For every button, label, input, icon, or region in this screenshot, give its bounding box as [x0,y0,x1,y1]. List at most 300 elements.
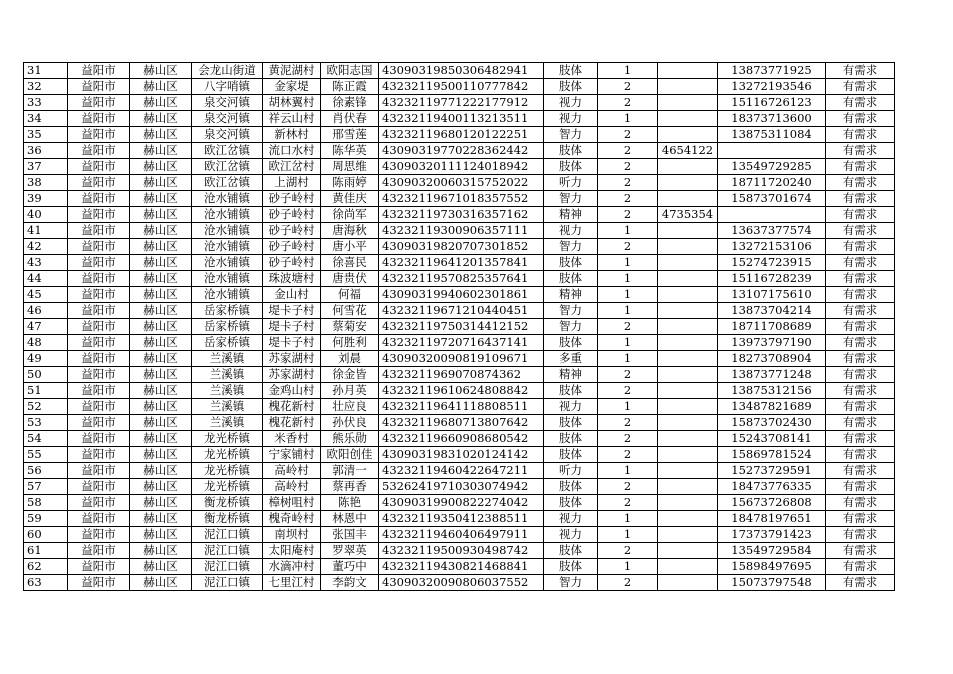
table-row [24,63,895,79]
table-row [24,111,895,127]
disability-type-cell: 肢体 [544,559,598,575]
id-number-cell: 43232119500110777842 [379,79,544,95]
village-cell: 欧江岔村 [263,159,321,175]
village-cell: 新林村 [263,127,321,143]
district-cell: 赫山区 [130,191,192,207]
landline-cell [658,191,718,207]
need-status-cell: 有需求 [826,207,895,223]
landline-cell [658,527,718,543]
village-cell: 砂子岭村 [263,239,321,255]
person-name-cell: 林恩中 [321,511,379,527]
disability-type-cell: 肢体 [544,255,598,271]
town-cell: 衡龙桥镇 [192,511,263,527]
disability-level-cell: 2 [598,79,658,95]
disability-type-cell: 智力 [544,239,598,255]
city-cell: 益阳市 [68,207,130,223]
need-status-cell: 有需求 [826,463,895,479]
person-name-cell: 陈艳 [321,495,379,511]
mobile-phone-cell: 13875311084 [718,127,826,143]
disability-type-cell: 多重 [544,351,598,367]
town-cell: 欧江岔镇 [192,159,263,175]
landline-cell [658,111,718,127]
city-cell: 益阳市 [68,223,130,239]
disability-level-cell: 1 [598,287,658,303]
row-number-cell: 42 [24,239,68,255]
disability-type-cell: 肢体 [544,479,598,495]
city-cell: 益阳市 [68,527,130,543]
disability-level-cell: 2 [598,143,658,159]
person-name-cell: 陈雨婷 [321,175,379,191]
row-number-cell: 58 [24,495,68,511]
row-number-cell: 60 [24,527,68,543]
id-number-cell: 43232119771222177912 [379,95,544,111]
mobile-phone-cell: 15873702430 [718,415,826,431]
village-cell: 堤卡子村 [263,303,321,319]
landline-cell [658,239,718,255]
table-row [24,223,895,239]
table-row [24,559,895,575]
disability-level-cell: 2 [598,367,658,383]
mobile-phone-cell: 15116726123 [718,95,826,111]
disability-level-cell: 2 [598,95,658,111]
city-cell: 益阳市 [68,175,130,191]
mobile-phone-cell: 15116728239 [718,271,826,287]
district-cell: 赫山区 [130,271,192,287]
row-number-cell: 51 [24,383,68,399]
id-number-cell: 43090320090819109671 [379,351,544,367]
row-number-cell: 49 [24,351,68,367]
district-cell: 赫山区 [130,223,192,239]
row-number-cell: 41 [24,223,68,239]
row-number-cell: 33 [24,95,68,111]
person-name-cell: 李韵文 [321,575,379,591]
disability-level-cell: 2 [598,447,658,463]
disability-type-cell: 视力 [544,111,598,127]
landline-cell [658,303,718,319]
id-number-cell: 43232119720716437141 [379,335,544,351]
need-status-cell: 有需求 [826,431,895,447]
village-cell: 槐花新村 [263,415,321,431]
disability-level-cell: 2 [598,415,658,431]
village-cell: 槐奇岭村 [263,511,321,527]
town-cell: 龙光桥镇 [192,447,263,463]
city-cell: 益阳市 [68,575,130,591]
mobile-phone-cell: 13873771925 [718,63,826,79]
need-status-cell: 有需求 [826,511,895,527]
disability-level-cell: 2 [598,383,658,399]
id-number-cell: 43090320090806037552 [379,575,544,591]
mobile-phone-cell [718,143,826,159]
disability-level-cell: 2 [598,239,658,255]
person-name-cell: 唐小平 [321,239,379,255]
need-status-cell: 有需求 [826,127,895,143]
district-cell: 赫山区 [130,511,192,527]
need-status-cell: 有需求 [826,95,895,111]
district-cell: 赫山区 [130,143,192,159]
mobile-phone-cell: 13549729285 [718,159,826,175]
person-name-cell: 徐尚军 [321,207,379,223]
town-cell: 泥江口镇 [192,559,263,575]
table-row [24,543,895,559]
district-cell: 赫山区 [130,255,192,271]
city-cell: 益阳市 [68,159,130,175]
row-number-cell: 46 [24,303,68,319]
id-number-cell: 43232119641118808511 [379,399,544,415]
table-row [24,367,895,383]
row-number-cell: 36 [24,143,68,159]
landline-cell [658,351,718,367]
row-number-cell: 40 [24,207,68,223]
row-number-cell: 62 [24,559,68,575]
disability-level-cell: 1 [598,351,658,367]
district-cell: 赫山区 [130,543,192,559]
disability-level-cell: 2 [598,127,658,143]
disability-type-cell: 视力 [544,527,598,543]
mobile-phone-cell: 15873701674 [718,191,826,207]
district-cell: 赫山区 [130,559,192,575]
city-cell: 益阳市 [68,479,130,495]
mobile-phone-cell: 17373791423 [718,527,826,543]
person-name-cell: 何福 [321,287,379,303]
village-cell: 太阳庵村 [263,543,321,559]
village-cell: 上湖村 [263,175,321,191]
disability-level-cell: 1 [598,223,658,239]
table-row [24,255,895,271]
row-number-cell: 56 [24,463,68,479]
table-body [24,63,895,591]
disability-type-cell: 肢体 [544,143,598,159]
row-number-cell: 37 [24,159,68,175]
town-cell: 龙光桥镇 [192,431,263,447]
landline-cell [658,159,718,175]
id-number-cell: 43090320111124018942 [379,159,544,175]
landline-cell [658,447,718,463]
table-row [24,495,895,511]
village-cell: 砂子岭村 [263,223,321,239]
id-number-cell: 43232119730316357162 [379,207,544,223]
person-name-cell: 徐素锋 [321,95,379,111]
city-cell: 益阳市 [68,463,130,479]
district-cell: 赫山区 [130,447,192,463]
mobile-phone-cell: 13549729584 [718,543,826,559]
disability-type-cell: 肢体 [544,383,598,399]
id-number-cell: 43090320060315752022 [379,175,544,191]
landline-cell [658,95,718,111]
city-cell: 益阳市 [68,287,130,303]
table-row [24,447,895,463]
id-number-cell: 43232119460406497911 [379,527,544,543]
disability-level-cell: 1 [598,463,658,479]
landline-cell [658,127,718,143]
mobile-phone-cell: 15273729591 [718,463,826,479]
district-cell: 赫山区 [130,79,192,95]
table-row [24,479,895,495]
person-name-cell: 陈正霞 [321,79,379,95]
mobile-phone-cell: 18478197651 [718,511,826,527]
disability-type-cell: 肢体 [544,159,598,175]
person-name-cell: 欧阳志国 [321,63,379,79]
district-cell: 赫山区 [130,335,192,351]
id-number-cell: 43232119660908680542 [379,431,544,447]
city-cell: 益阳市 [68,495,130,511]
city-cell: 益阳市 [68,255,130,271]
table-row [24,159,895,175]
town-cell: 泥江口镇 [192,527,263,543]
person-name-cell: 周思维 [321,159,379,175]
person-name-cell: 徐喜民 [321,255,379,271]
village-cell: 苏家湖村 [263,351,321,367]
disability-level-cell: 2 [598,575,658,591]
row-number-cell: 57 [24,479,68,495]
need-status-cell: 有需求 [826,255,895,271]
district-cell: 赫山区 [130,95,192,111]
city-cell: 益阳市 [68,79,130,95]
city-cell: 益阳市 [68,447,130,463]
disability-level-cell: 2 [598,543,658,559]
district-cell: 赫山区 [130,111,192,127]
city-cell: 益阳市 [68,351,130,367]
town-cell: 沧水铺镇 [192,191,263,207]
city-cell: 益阳市 [68,431,130,447]
disability-level-cell: 1 [598,111,658,127]
city-cell: 益阳市 [68,143,130,159]
disability-type-cell: 智力 [544,575,598,591]
disability-level-cell: 1 [598,335,658,351]
person-name-cell: 董巧中 [321,559,379,575]
person-name-cell: 蔡再香 [321,479,379,495]
landline-cell [658,383,718,399]
landline-cell [658,271,718,287]
table-row [24,175,895,191]
village-cell: 胡林翼村 [263,95,321,111]
district-cell: 赫山区 [130,287,192,303]
need-status-cell: 有需求 [826,287,895,303]
id-number-cell: 43232119610624808842 [379,383,544,399]
need-status-cell: 有需求 [826,543,895,559]
mobile-phone-cell: 18711720240 [718,175,826,191]
landline-cell [658,495,718,511]
disability-level-cell: 2 [598,479,658,495]
village-cell: 高岭村 [263,463,321,479]
landline-cell [658,63,718,79]
disability-level-cell: 1 [598,559,658,575]
town-cell: 兰溪镇 [192,351,263,367]
town-cell: 衡龙桥镇 [192,495,263,511]
mobile-phone-cell: 15869781524 [718,447,826,463]
disability-level-cell: 2 [598,191,658,207]
mobile-phone-cell: 15898497695 [718,559,826,575]
town-cell: 泉交河镇 [192,127,263,143]
landline-cell [658,335,718,351]
mobile-phone-cell: 13107175610 [718,287,826,303]
disability-type-cell: 听力 [544,463,598,479]
landline-cell [658,319,718,335]
town-cell: 泥江口镇 [192,543,263,559]
town-cell: 沧水铺镇 [192,271,263,287]
id-number-cell: 43232119671018357552 [379,191,544,207]
need-status-cell: 有需求 [826,527,895,543]
landline-cell [658,399,718,415]
mobile-phone-cell: 15243708141 [718,431,826,447]
person-name-cell: 刘晨 [321,351,379,367]
landline-cell [658,287,718,303]
landline-cell [658,415,718,431]
town-cell: 泉交河镇 [192,111,263,127]
need-status-cell: 有需求 [826,79,895,95]
table-row [24,415,895,431]
row-number-cell: 44 [24,271,68,287]
landline-cell [658,79,718,95]
mobile-phone-cell: 18473776335 [718,479,826,495]
table-row [24,79,895,95]
mobile-phone-cell: 18273708904 [718,351,826,367]
landline-cell [658,511,718,527]
district-cell: 赫山区 [130,431,192,447]
need-status-cell: 有需求 [826,559,895,575]
person-name-cell: 邢雪莲 [321,127,379,143]
city-cell: 益阳市 [68,111,130,127]
table-row [24,239,895,255]
person-name-cell: 孙伏良 [321,415,379,431]
person-name-cell: 唐海秋 [321,223,379,239]
town-cell: 沧水铺镇 [192,223,263,239]
district-cell: 赫山区 [130,351,192,367]
landline-cell [658,255,718,271]
person-name-cell: 何雪花 [321,303,379,319]
town-cell: 龙光桥镇 [192,479,263,495]
district-cell: 赫山区 [130,463,192,479]
table-row [24,463,895,479]
village-cell: 南坝村 [263,527,321,543]
landline-cell [658,463,718,479]
mobile-phone-cell: 18373713600 [718,111,826,127]
id-number-cell: 43090319820707301852 [379,239,544,255]
landline-cell [658,367,718,383]
city-cell: 益阳市 [68,63,130,79]
district-cell: 赫山区 [130,159,192,175]
town-cell: 岳家桥镇 [192,319,263,335]
town-cell: 欧江岔镇 [192,175,263,191]
row-number-cell: 53 [24,415,68,431]
need-status-cell: 有需求 [826,575,895,591]
need-status-cell: 有需求 [826,223,895,239]
disability-type-cell: 智力 [544,127,598,143]
id-number-cell: 4323211969070874362 [379,367,544,383]
mobile-phone-cell: 13873704214 [718,303,826,319]
id-number-cell: 43090319940602301861 [379,287,544,303]
district-cell: 赫山区 [130,175,192,191]
landline-cell [658,479,718,495]
city-cell: 益阳市 [68,367,130,383]
disability-type-cell: 肢体 [544,63,598,79]
id-number-cell: 43090319850306482941 [379,63,544,79]
disability-type-cell: 肢体 [544,335,598,351]
village-cell: 祥云山村 [263,111,321,127]
city-cell: 益阳市 [68,127,130,143]
person-name-cell: 罗翠英 [321,543,379,559]
disability-type-cell: 视力 [544,95,598,111]
village-cell: 堤卡子村 [263,319,321,335]
disability-level-cell: 1 [598,399,658,415]
row-number-cell: 55 [24,447,68,463]
district-cell: 赫山区 [130,415,192,431]
disability-level-cell: 2 [598,159,658,175]
disability-type-cell: 精神 [544,287,598,303]
need-status-cell: 有需求 [826,191,895,207]
disability-type-cell: 肢体 [544,79,598,95]
landline-cell: 4735354 [658,207,718,223]
mobile-phone-cell [718,207,826,223]
table-row [24,575,895,591]
table-row [24,287,895,303]
village-cell: 七里江村 [263,575,321,591]
row-number-cell: 39 [24,191,68,207]
id-number-cell: 43232119641201357841 [379,255,544,271]
village-cell: 砂子岭村 [263,255,321,271]
row-number-cell: 52 [24,399,68,415]
table-row [24,127,895,143]
disability-type-cell: 肢体 [544,543,598,559]
mobile-phone-cell: 13637377574 [718,223,826,239]
need-status-cell: 有需求 [826,63,895,79]
village-cell: 砂子岭村 [263,207,321,223]
disability-level-cell: 2 [598,175,658,191]
disability-type-cell: 视力 [544,223,598,239]
person-name-cell: 黄佳庆 [321,191,379,207]
id-number-cell: 43090319770228362442 [379,143,544,159]
disability-level-cell: 2 [598,431,658,447]
disability-type-cell: 肢体 [544,271,598,287]
city-cell: 益阳市 [68,271,130,287]
landline-cell [658,175,718,191]
disability-type-cell: 智力 [544,191,598,207]
disability-level-cell: 1 [598,63,658,79]
district-cell: 赫山区 [130,367,192,383]
need-status-cell: 有需求 [826,415,895,431]
town-cell: 会龙山街道 [192,63,263,79]
need-status-cell: 有需求 [826,399,895,415]
id-number-cell: 43232119400113213511 [379,111,544,127]
person-name-cell: 孙月英 [321,383,379,399]
row-number-cell: 45 [24,287,68,303]
mobile-phone-cell: 13875312156 [718,383,826,399]
village-cell: 堤卡子村 [263,335,321,351]
landline-cell [658,431,718,447]
city-cell: 益阳市 [68,383,130,399]
row-number-cell: 38 [24,175,68,191]
town-cell: 岳家桥镇 [192,303,263,319]
table-row [24,335,895,351]
need-status-cell: 有需求 [826,239,895,255]
mobile-phone-cell: 15073797548 [718,575,826,591]
id-number-cell: 43232119680120122251 [379,127,544,143]
city-cell: 益阳市 [68,511,130,527]
town-cell: 兰溪镇 [192,399,263,415]
district-cell: 赫山区 [130,303,192,319]
person-name-cell: 徐金皆 [321,367,379,383]
disability-type-cell: 精神 [544,367,598,383]
need-status-cell: 有需求 [826,335,895,351]
mobile-phone-cell: 13272153106 [718,239,826,255]
city-cell: 益阳市 [68,415,130,431]
city-cell: 益阳市 [68,335,130,351]
city-cell: 益阳市 [68,319,130,335]
need-status-cell: 有需求 [826,383,895,399]
disability-type-cell: 肢体 [544,415,598,431]
id-number-cell: 43232119680713807642 [379,415,544,431]
mobile-phone-cell: 13873771248 [718,367,826,383]
disability-type-cell: 视力 [544,511,598,527]
